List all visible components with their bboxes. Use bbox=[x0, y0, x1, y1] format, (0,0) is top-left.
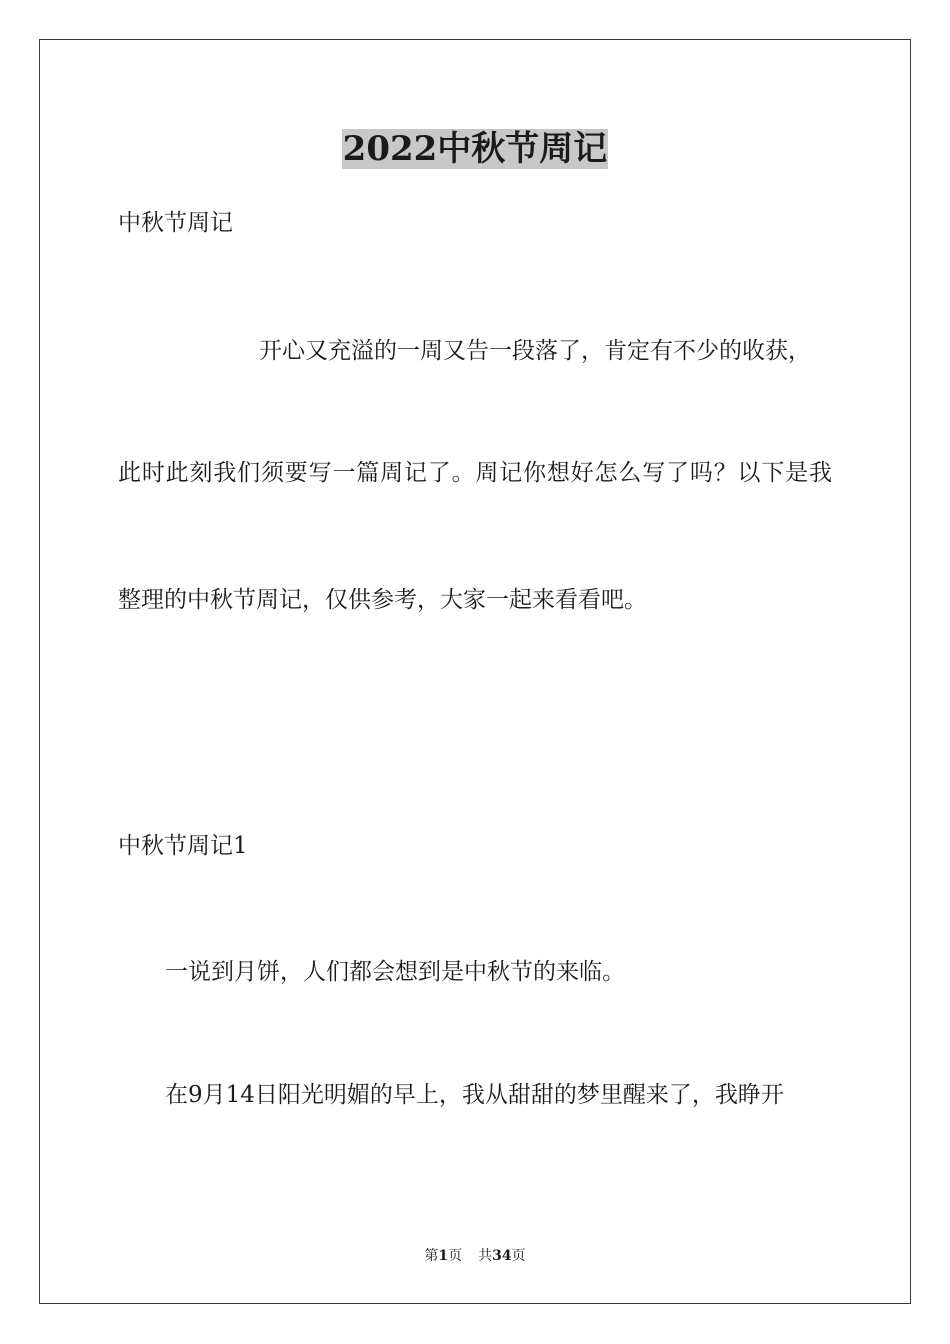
section-line-2: 在9月14日阳光明媚的早上，我从甜甜的梦里醒来了，我睁开 bbox=[165, 1082, 784, 1108]
page-footer bbox=[0, 1246, 950, 1266]
document-title-text: 2022中秋节周记 bbox=[342, 129, 608, 169]
document-title bbox=[0, 126, 950, 172]
total-suffix: 页 bbox=[511, 1248, 526, 1264]
intro-line-1: 开心又充溢的一周又告一段落了，肯定有不少的收获， bbox=[259, 338, 811, 364]
total-prefix: 共 bbox=[478, 1248, 493, 1264]
page-number: 1 bbox=[438, 1248, 449, 1264]
section-heading: 中秋节周记1 bbox=[118, 833, 248, 859]
page-prefix: 第 bbox=[424, 1248, 439, 1264]
page-suffix: 页 bbox=[448, 1248, 463, 1264]
intro-line-3: 整理的中秋节周记，仅供参考，大家一起来看看吧。 bbox=[118, 587, 647, 613]
section-line-1: 一说到月饼，人们都会想到是中秋节的来临。 bbox=[165, 959, 625, 985]
total-pages: 34 bbox=[492, 1248, 512, 1264]
intro-line-2: 此时此刻我们须要写一篇周记了。周记你想好怎么写了吗？以下是我 bbox=[118, 460, 832, 486]
document-subtitle: 中秋节周记 bbox=[118, 210, 233, 236]
